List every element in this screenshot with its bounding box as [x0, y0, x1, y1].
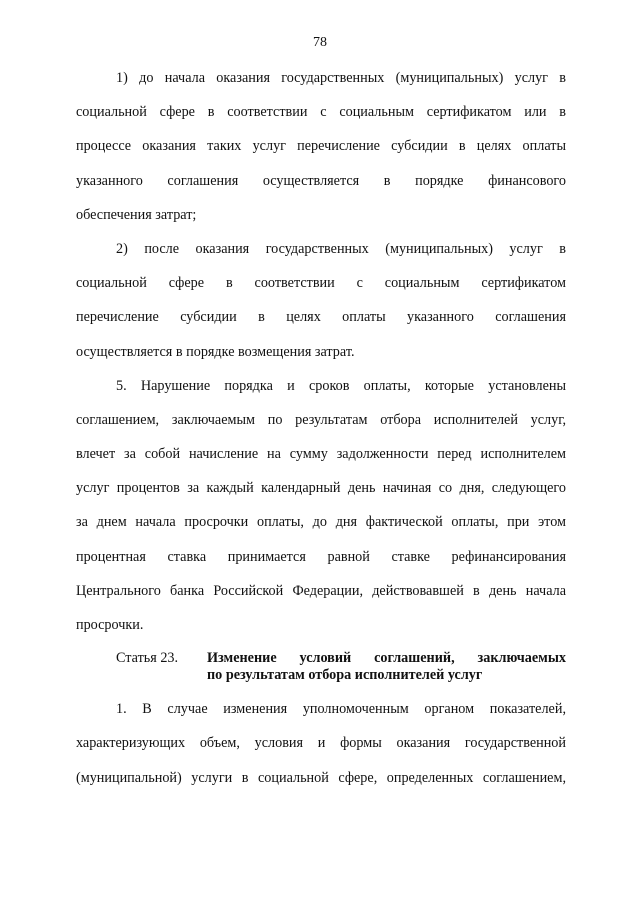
paragraph-line: осуществляется в порядке возмещения затрат.: [76, 343, 355, 360]
paragraph-line: за днем начала просрочки оплаты, до дня фактической оплаты, при этом: [76, 514, 566, 531]
article-heading: [76, 650, 566, 690]
paragraph-line: перечисление субсидии в целях оплаты указанного соглашения: [76, 309, 566, 326]
paragraph-line: просрочки.: [76, 617, 144, 633]
paragraph-line: 1) до начала оказания государственных (муниципальных) услуг в: [116, 70, 566, 86]
paragraph-line: Центрального банка Российской Федерации, действовавшей в день начала: [76, 582, 566, 599]
paragraph-line: обеспечения затрат;: [76, 206, 197, 223]
paragraph-1: [76, 61, 566, 232]
paragraph-line: влечет за собой начисление на сумму задолженности перед исполнителем: [76, 446, 566, 463]
paragraph-line: характеризующих объем, условия и формы оказания государственной: [76, 735, 566, 752]
paragraph-2: [76, 232, 566, 369]
article-label: Статья 23.: [116, 650, 179, 667]
paragraph-line: указанного соглашения осуществляется в порядке финансового: [76, 172, 566, 189]
paragraph-4: [76, 692, 566, 795]
paragraph-line: 5. Нарушение порядка и сроков оплаты, которые установлены: [116, 377, 566, 394]
paragraph-line: 1. В случае изменения уполномоченным органом показателей,: [116, 701, 566, 718]
document-body: [76, 61, 566, 795]
article-title: [207, 650, 566, 684]
paragraph-line: социальной сфере в соответствии с социальным сертификатом или в: [76, 104, 566, 121]
page-number: 78: [313, 35, 327, 50]
paragraph-line: соглашением, заключаемым по результатам отбора исполнителей услуг,: [76, 411, 566, 428]
paragraph-line: социальной сфере в соответствии с социальным сертификатом: [76, 275, 566, 292]
paragraph-3: [76, 369, 566, 643]
paragraph-line: 2) после оказания государственных (муниципальных) услуг в: [116, 240, 566, 257]
paragraph-line: услуг процентов за каждый календарный день начиная со дня, следующего: [76, 480, 566, 497]
article-title-line: Изменение условий соглашений, заключаемых: [207, 650, 566, 667]
paragraph-line: процентная ставка принимается равной ставке рефинансирования: [76, 548, 566, 565]
paragraph-line: процессе оказания таких услуг перечисление субсидии в целях оплаты: [76, 138, 566, 155]
paragraph-line: (муниципальной) услуги в социальной сфере, определенных соглашением,: [76, 769, 566, 786]
article-title-line: по результатам отбора исполнителей услуг: [207, 667, 483, 684]
